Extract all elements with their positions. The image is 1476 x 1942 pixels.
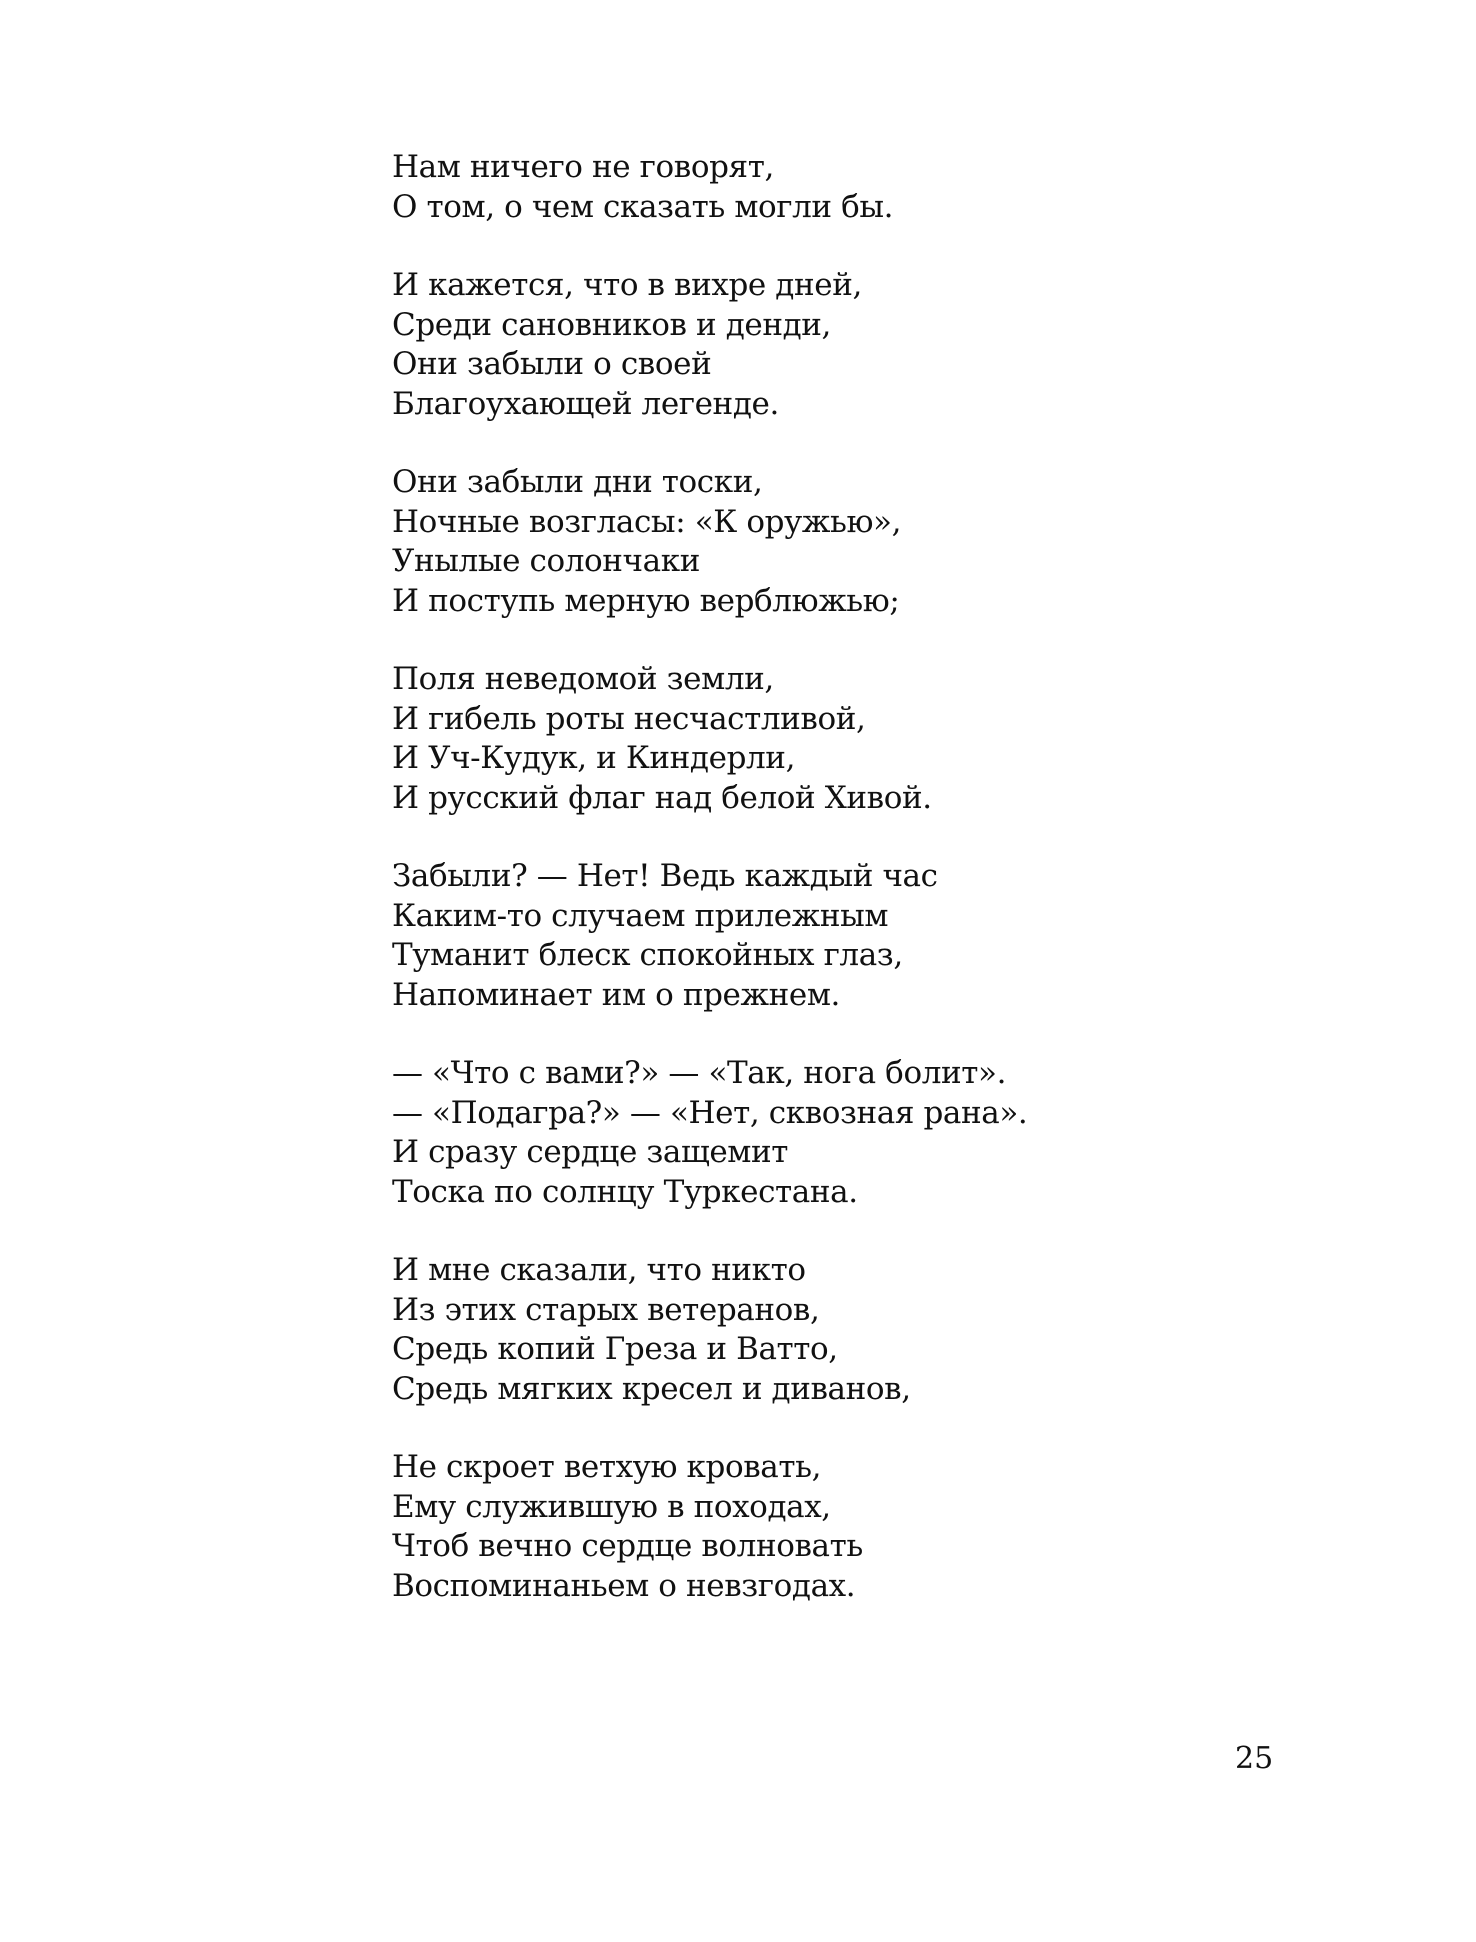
poem-line: И поступь мерную верблюжью;: [392, 582, 900, 619]
poem-line: Ему служившую в походах,: [392, 1488, 831, 1525]
page-number: 25: [1235, 1741, 1274, 1776]
poem-line: Средь копий Греза и Ватто,: [392, 1331, 838, 1367]
poem-line: Забыли? — Нет! Ведь каждый час: [392, 858, 938, 894]
stanza-5: [392, 857, 1292, 1015]
poem-line: Каким-то случаем прилежным: [392, 897, 889, 934]
poem-line: О том, о чем сказать могли бы.: [392, 188, 894, 225]
poem-line: Напоминает им о прежнем.: [392, 976, 840, 1013]
stanza-8: [392, 1448, 1292, 1606]
poem-line: И кажется, что в вихре дней,: [392, 267, 862, 303]
stanza-7: [392, 1251, 1292, 1409]
poem-line: И Уч-Кудук, и Киндерли,: [392, 740, 796, 776]
stanza-1: [392, 148, 1292, 227]
poem-line: Средь мягких кресел и диванов,: [392, 1370, 911, 1407]
poem-line: Тоска по солнцу Туркестана.: [392, 1173, 858, 1210]
poem-line: — «Что с вами?» — «Так, нога болит».: [392, 1055, 1007, 1091]
poem-line: Нам ничего не говорят,: [392, 149, 774, 185]
poem-line: Чтоб вечно сердце волновать: [392, 1528, 863, 1564]
poem-line: Благоухающей легенде.: [392, 385, 779, 422]
poem-line: Воспоминаньем о невзгодах.: [392, 1567, 856, 1604]
poem-line: И русский флаг над белой Хивой.: [392, 779, 932, 816]
poem-line: Ночные возгласы: «К оружью»,: [392, 503, 902, 540]
poem-line: Унылые солончаки: [392, 543, 700, 579]
stanza-4: [392, 660, 1292, 818]
poem-line: И гибель роты несчастливой,: [392, 700, 866, 737]
poem-line: Они забыли дни тоски,: [392, 464, 763, 500]
poem-line: — «Подагра?» — «Нет, сквозная рана».: [392, 1094, 1028, 1131]
stanza-6: [392, 1054, 1292, 1212]
poem-line: И мне сказали, что никто: [392, 1252, 806, 1288]
stanza-3: [392, 463, 1292, 621]
poem-line: Не скроет ветхую кровать,: [392, 1449, 822, 1485]
poem-line: Туманит блеск спокойных глаз,: [392, 937, 903, 973]
poem-line: Среди сановников и денди,: [392, 306, 832, 343]
poem-text: [392, 148, 1292, 1645]
poem-line: И сразу сердце защемит: [392, 1134, 789, 1170]
poem-line: Поля неведомой земли,: [392, 661, 774, 697]
poem-line: Из этих старых ветеранов,: [392, 1291, 820, 1328]
stanza-2: [392, 266, 1292, 424]
poem-line: Они забыли о своей: [392, 346, 712, 382]
